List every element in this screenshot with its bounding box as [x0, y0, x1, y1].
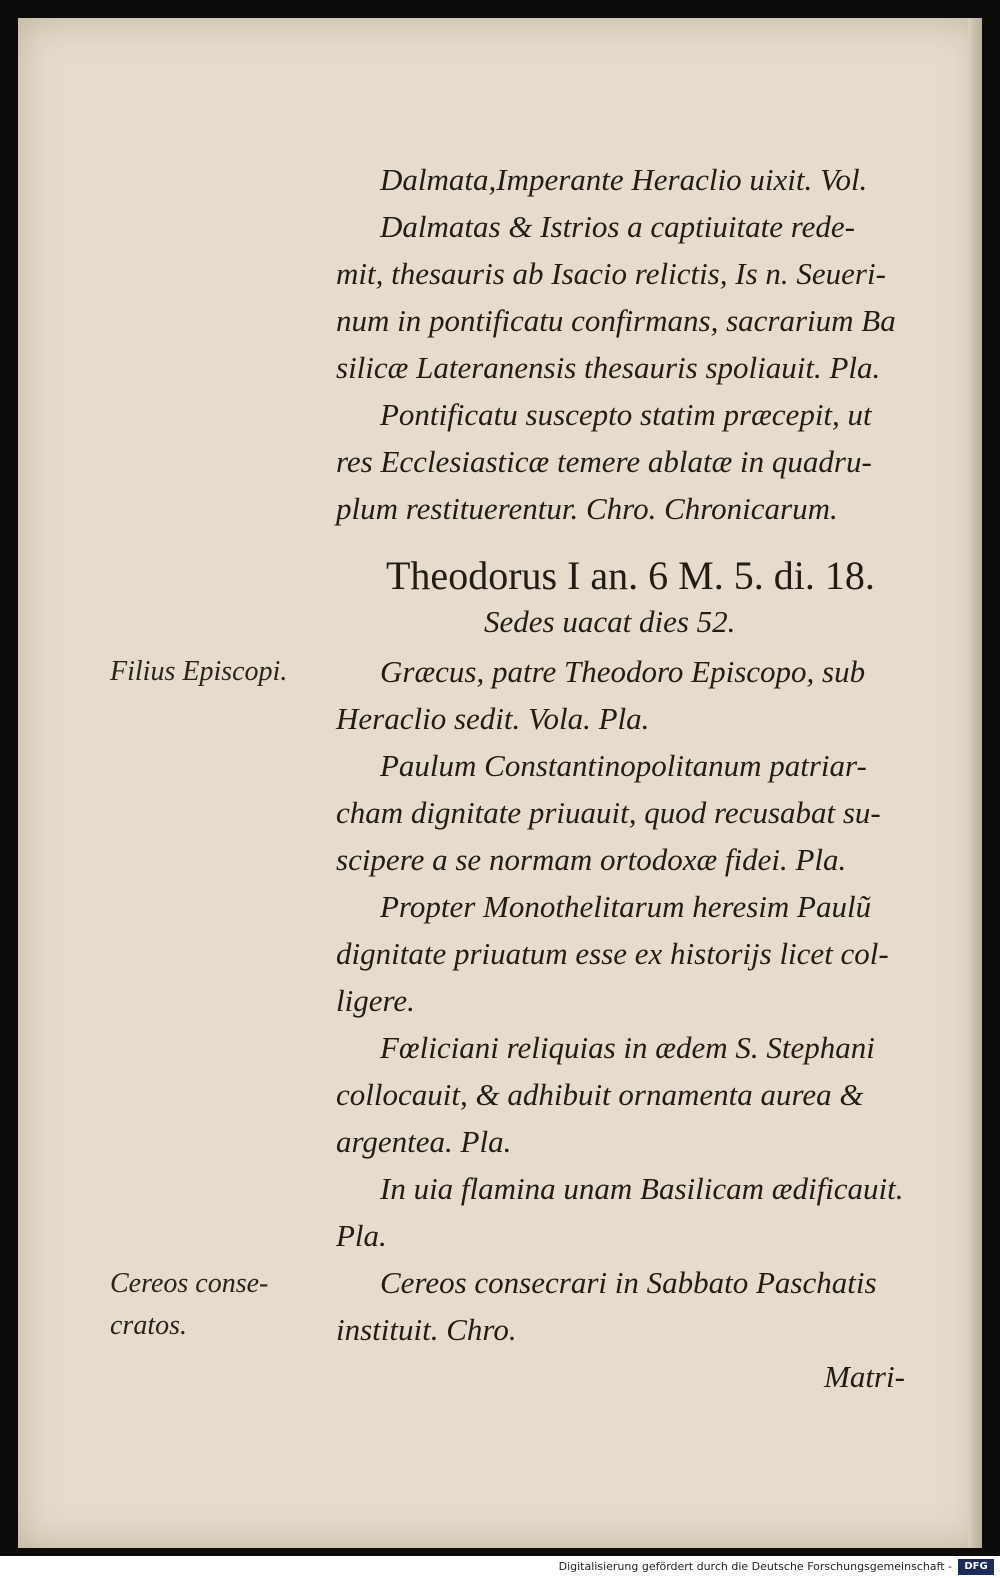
footer-bar: [0, 1556, 1000, 1578]
text-line: res Ecclesiasticæ temere ablatæ in quadru-: [336, 444, 872, 479]
text-line: ligere.: [336, 983, 415, 1018]
text-line: In uia flamina unam Basilicam ædificauit.: [380, 1171, 904, 1206]
section-subheading: Sedes uacat dies 52.: [484, 604, 736, 639]
text-line: dignitate priuatum esse ex historijs licet col-: [336, 936, 889, 971]
text-line: Heraclio sedit. Vola. Pla.: [336, 701, 650, 736]
text-line: num in pontificatu confirmans, sacrarium Ba: [336, 303, 896, 338]
catchword: Matri-: [824, 1359, 905, 1394]
text-line: Græcus, patre Theodoro Episcopo, sub: [380, 654, 866, 689]
text-line: cham dignitate priuauit, quod recusabat su-: [336, 795, 881, 830]
text-line: Dalmata,Imperante Heraclio uixit. Vol.: [380, 162, 868, 197]
text-line: silicæ Lateranensis thesauris spoliauit. Pla.: [336, 350, 881, 385]
text-line: Dalmatas & Istrios a captiuitate rede-: [380, 209, 856, 244]
text-line: Pla.: [336, 1218, 387, 1253]
margin-note: Cereos conse-: [110, 1268, 269, 1299]
text-line: Fœliciani reliquias in ædem S. Stephani: [380, 1030, 875, 1065]
text-line: scipere a se normam ortodoxæ fidei. Pla.: [336, 842, 847, 877]
margin-note: cratos.: [110, 1310, 187, 1341]
text-line: instituit. Chro.: [336, 1312, 517, 1347]
margin-note: Filius Episcopi.: [110, 656, 288, 687]
text-line: Propter Monothelitarum heresim Paulũ: [380, 889, 872, 924]
footer-credit: Digitalisierung gefördert durch die Deutsche Forschungsgemeinschaft -: [558, 1560, 952, 1573]
section-heading: Theodorus I an. 6 M. 5. di. 18.: [386, 553, 875, 598]
dfg-logo-icon: DFG: [958, 1559, 994, 1575]
text-line: plum restituerentur. Chro. Chronicarum.: [336, 491, 838, 526]
text-line: Cereos consecrari in Sabbato Paschatis: [380, 1265, 877, 1300]
text-line: Pontificatu suscepto statim præcepit, ut: [380, 397, 872, 432]
page-edge: [968, 18, 982, 1548]
text-line: argentea. Pla.: [336, 1124, 512, 1159]
book-page: [18, 18, 982, 1548]
text-line: collocauit, & adhibuit ornamenta aurea &: [336, 1077, 864, 1112]
text-line: mit, thesauris ab Isacio relictis, Is n. Seueri-: [336, 256, 886, 291]
text-line: Paulum Constantinopolitanum patriar-: [380, 748, 867, 783]
